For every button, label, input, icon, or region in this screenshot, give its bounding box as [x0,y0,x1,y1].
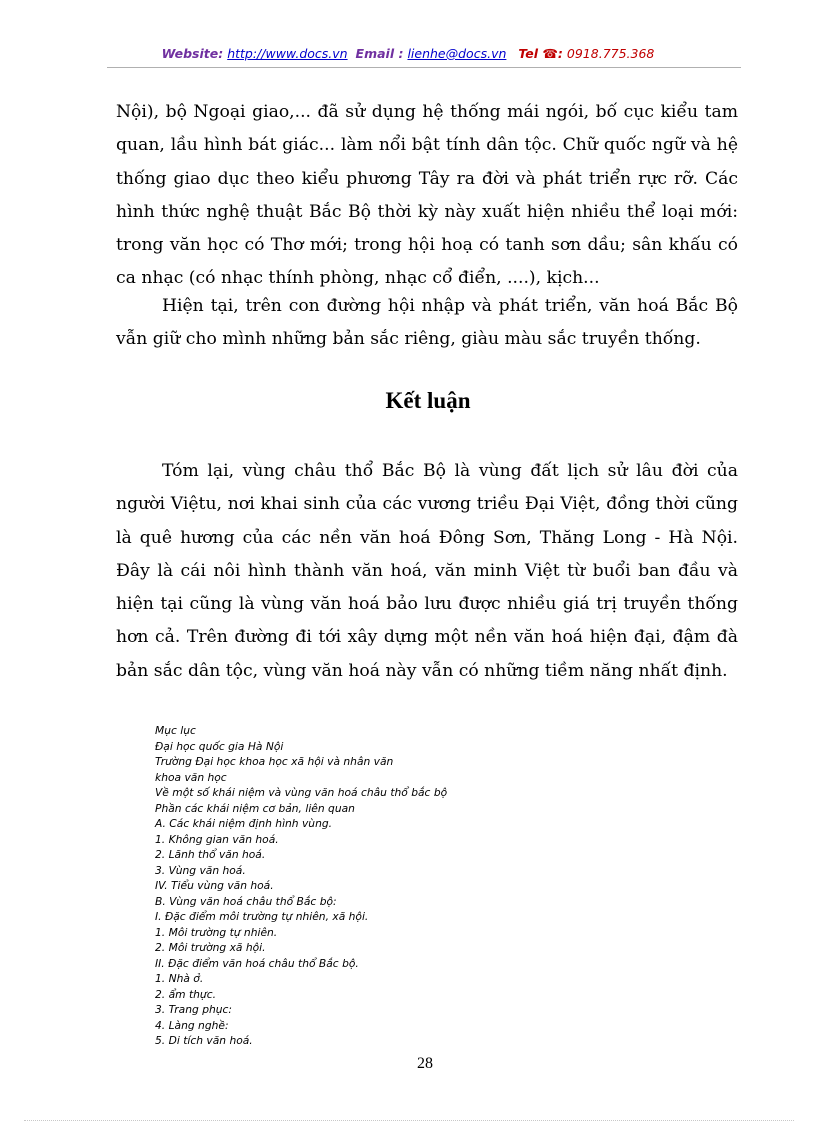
page-header [0,46,816,68]
page-bottom-border [24,1120,794,1121]
conclusion-paragraph: Tóm lại, vùng châu thổ Bắc Bộ là vùng đất lịch sử lâu đời của người Việtu, nơi khai sinh của các vương triều Đại Việt, đồng thời cũng là quê hương của các nền văn hoá Đông Sơn, Thăng Long - Hà Nội. Đây là cái nôi hình thành văn hoá, văn minh Việt từ buổi ban đầu và hiện tại cũng là vùng văn hoá bảo lưu được nhiều giá trị truyền thống hơn cả. Trên đường đi tới xây dựng một nền văn hoá hiện đại, đậm đà bản sắc dân tộc, vùng văn hoá này vẫn có những tiềm năng nhất định. [116,461,738,681]
toc-item: B. Vùng văn hoá châu thổ Bắc bộ: [155,894,337,908]
tel-value: 0918.775.368 [566,46,655,61]
toc-title: Mục lục [155,724,196,737]
toc-item: II. Đặc điểm văn hoá châu thổ Bắc bộ. [155,956,359,970]
toc-item: 1. Môi trường tự nhiên. [155,925,278,939]
toc-item: IV. Tiểu vùng văn hoá. [155,879,274,892]
email-label: Email : [355,46,404,61]
toc-item: Về một số khái niệm và vùng văn hoá châu thổ bắc bộ [155,786,448,799]
table-of-contents [155,723,575,1049]
page-number: 28 [417,1055,433,1072]
website-label: Website: [161,46,224,61]
toc-item: Đại học quốc gia Hà Nội [155,739,284,753]
toc-item: I. Đặc điểm môi trường tự nhiên, xã hội. [155,910,369,923]
toc-item: 1. Không gian văn hoá. [155,832,279,846]
body-paragraph-1: Nội), bộ Ngoại giao,... đã sử dụng hệ thống mái ngói, bố cục kiểu tam quan, lầu hình bát giác... làm nổi bật tính dân tộc. Chữ quốc ngữ và hệ thống giao dục theo kiểu phương Tây ra đời và phát triển rực rỡ. Các hình thức nghệ thuật Bắc Bộ thời kỳ này xuất hiện nhiều thể loại mới: trong văn học có Thơ mới; trong hội hoạ có tanh sơn dầu; sân khấu có ca nhạc (có nhạc thính phòng, nhạc cổ điển, ....), kịch... [116,102,738,289]
toc-item: 2. ẩm thực. [155,987,216,1001]
toc-item: Trường Đại học khoa học xã hội và nhân văn [155,755,394,768]
toc-item: 4. Làng nghề: [155,1018,229,1032]
toc-item: A. Các khái niệm định hình vùng. [155,817,333,830]
email-link[interactable]: lienhe@docs.vn [407,46,507,61]
toc-item: 3. Trang phục: [155,1003,232,1016]
toc-item: 5. Di tích văn hoá. [155,1034,253,1047]
header-rule [107,67,741,68]
toc-item: 2. Lãnh thổ văn hoá. [155,848,266,861]
toc-item: 3. Vùng văn hoá. [155,863,246,877]
toc-item: Phần các khái niệm cơ bản, liên quan [155,801,355,815]
toc-item: 1. Nhà ở. [155,972,204,985]
website-link[interactable]: http://www.docs.vn [227,46,348,61]
toc-item: khoa văn học [155,770,227,784]
section-heading: Kết luận [385,388,471,413]
tel-label: Tel ☎: [518,46,563,61]
body-paragraph-2: Hiện tại, trên con đường hội nhập và phát triển, văn hoá Bắc Bộ vẫn giữ cho mình những bản sắc riêng, giàu màu sắc truyền thống. [116,296,738,350]
toc-item: 2. Môi trường xã hội. [155,941,266,954]
